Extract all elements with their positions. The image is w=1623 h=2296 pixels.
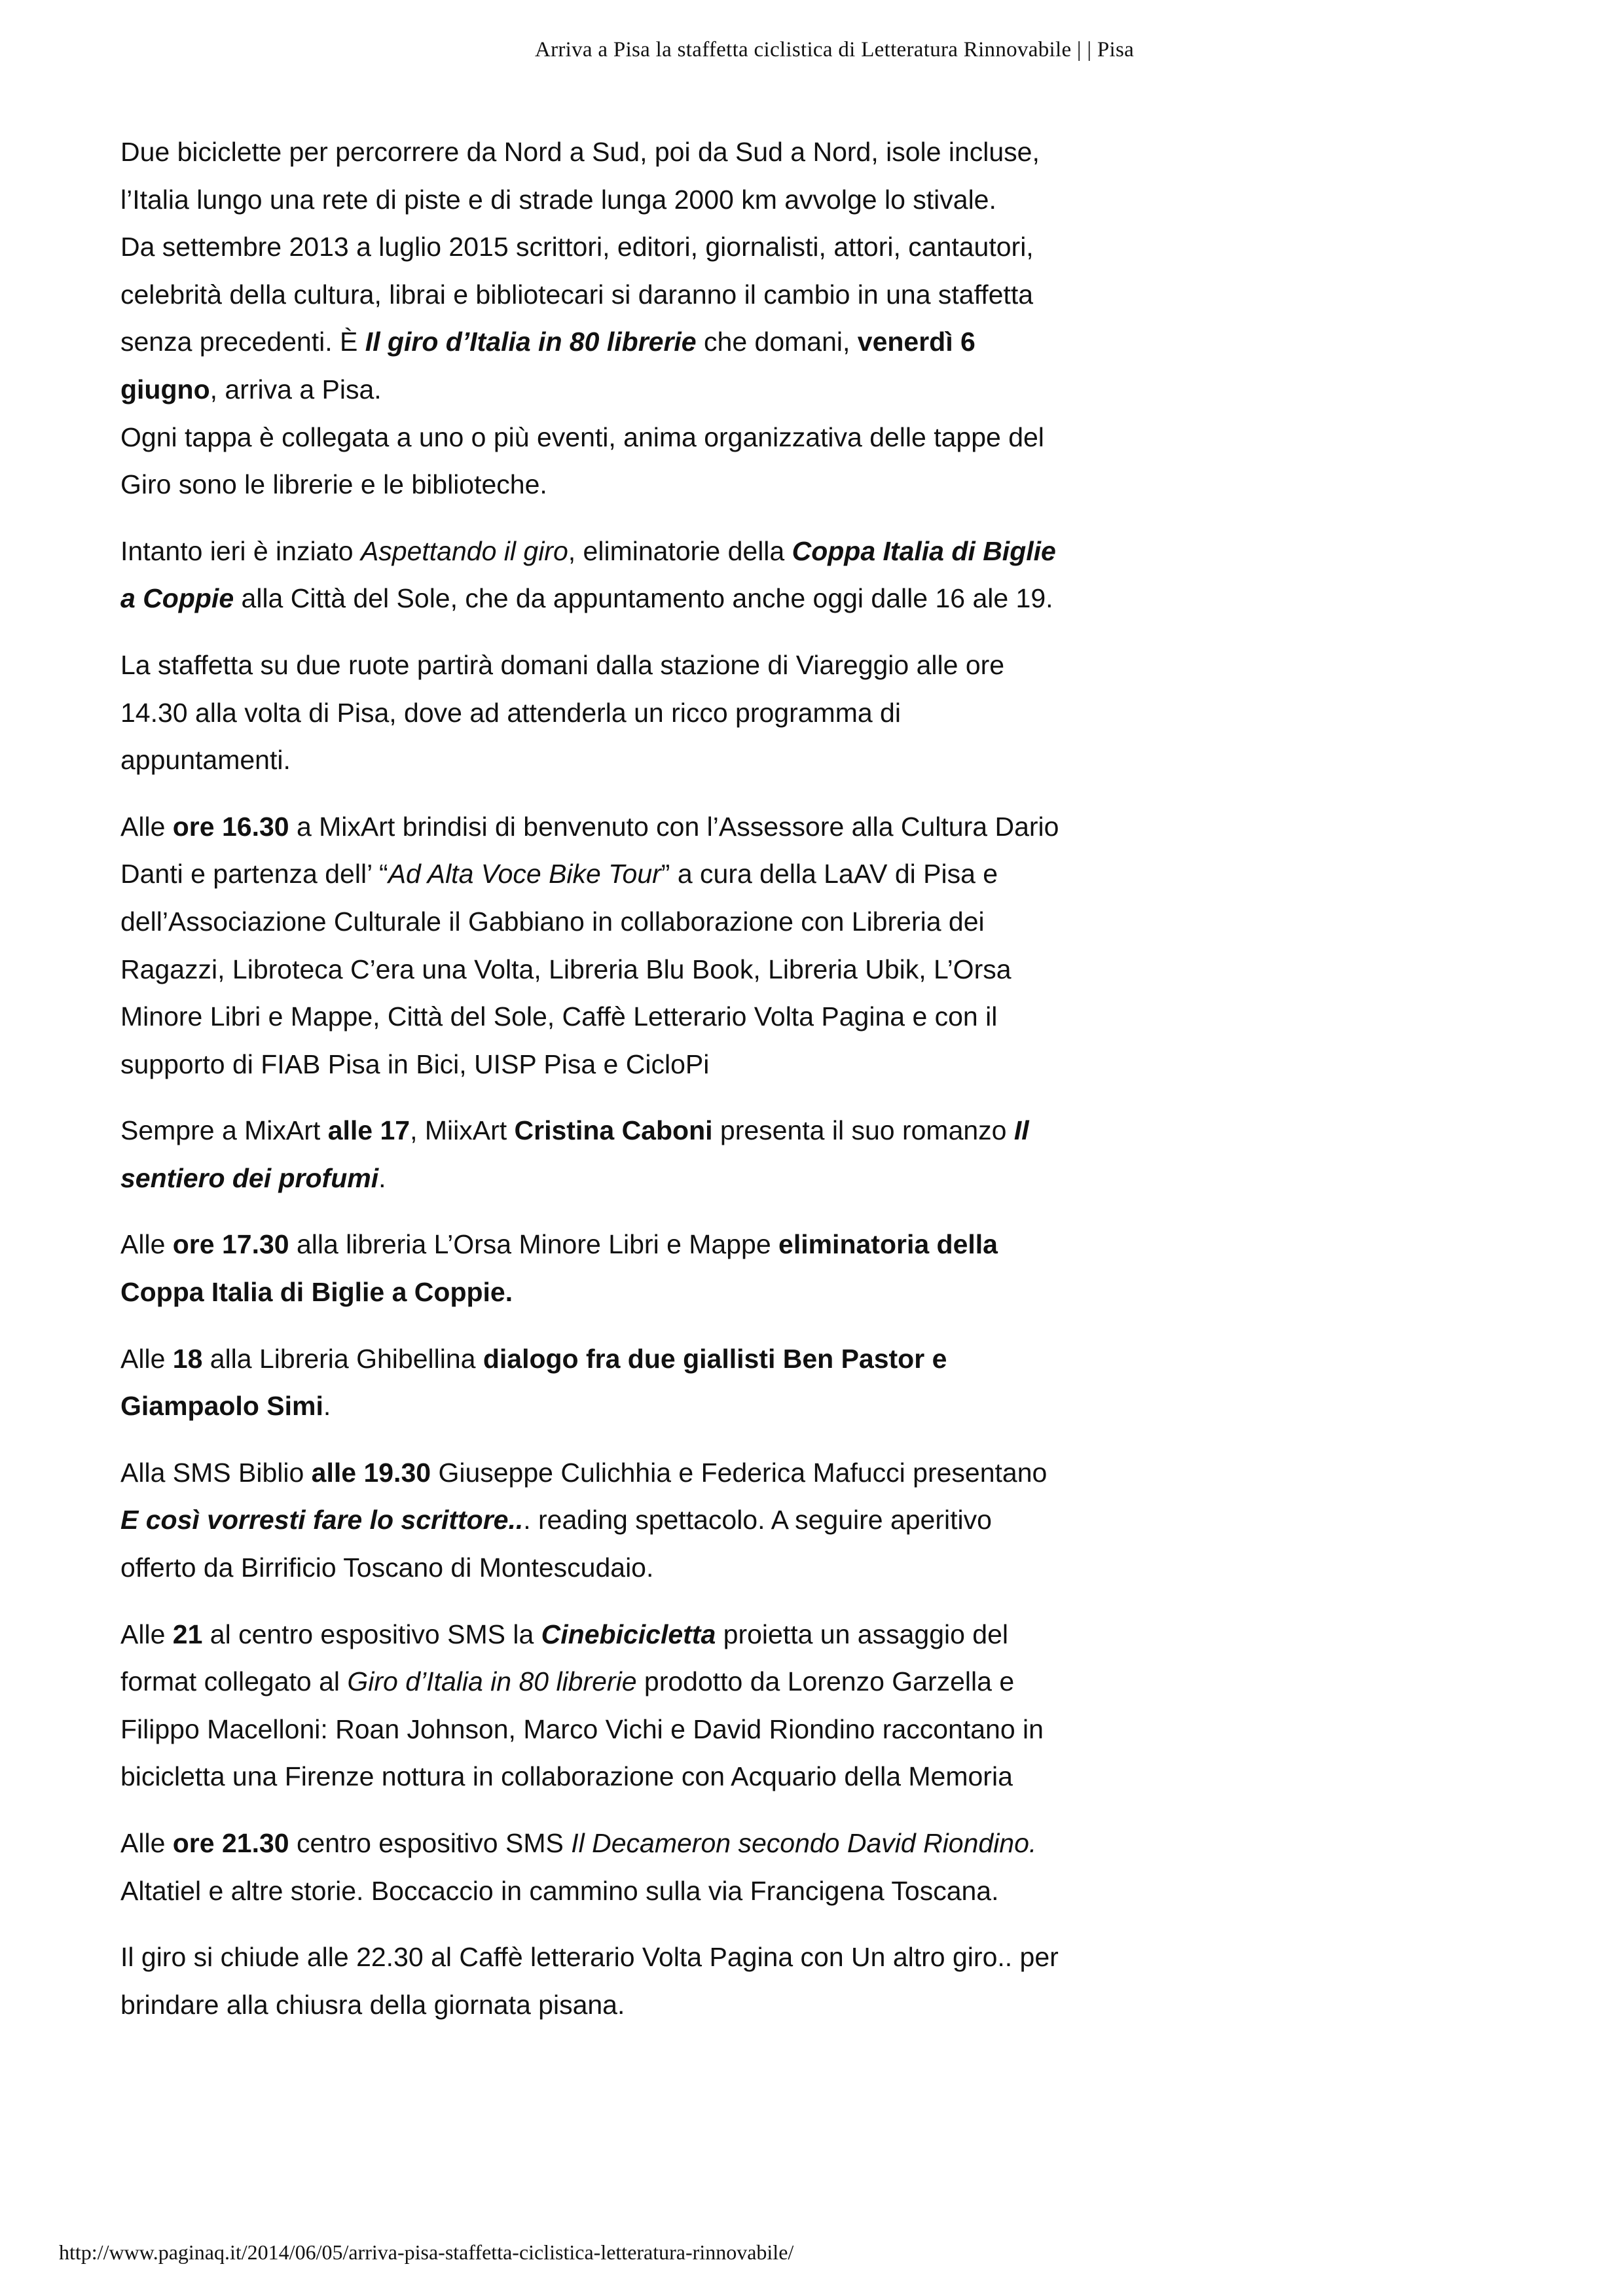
emphasis: eliminatoria della Coppa Italia di Biglie a Coppie. (120, 1229, 998, 1308)
article-body (120, 128, 1063, 2047)
text: La staffetta su due ruote partirà domani dalla stazione di Viareggio alle ore 14.30 alla volta di Pisa, dove ad attenderla un ricco programma di appuntamenti. (120, 649, 1005, 776)
paragraph-event-17 (120, 1107, 1063, 1202)
emphasis: ore 21.30 (172, 1828, 289, 1858)
paragraph-intro (120, 128, 1063, 509)
text: , arriva a Pisa. (210, 374, 382, 404)
print-header-title: Arriva a Pisa la staffetta ciclistica di Letteratura Rinnovabile | | Pisa (534, 38, 1135, 62)
text: . (378, 1162, 386, 1193)
emphasis: Cinebicicletta (541, 1619, 716, 1649)
text: Ogni tappa è collegata a uno o più eventi, anima organizzativa delle tappe del Giro sono le librerie e le biblioteche. (120, 422, 1044, 500)
text: . reading spettacolo. A seguire aperitivo offerto da Birrificio Toscano di Montescudaio. (120, 1505, 992, 1583)
paragraph-event-2130 (120, 1820, 1063, 1914)
text: Alle (120, 1343, 173, 1374)
text: , MiixArt (410, 1115, 515, 1146)
paragraph-event-21 (120, 1611, 1063, 1801)
paragraph-event-18 (120, 1335, 1063, 1430)
text: che domani, (696, 327, 858, 357)
text: . (323, 1391, 331, 1422)
text: Il giro si chiude alle 22.30 al Caffè letterario Volta Pagina con Un altro giro.. per brindare alla chiusra della giornata pisana. (120, 1942, 1059, 2020)
emphasis: Giro d’Italia in 80 librerie (347, 1666, 637, 1697)
text: alla libreria L’Orsa Minore Libri e Mappe (289, 1229, 779, 1260)
emphasis: dialogo fra due giallisti Ben Pastor e Giampaolo Simi (120, 1343, 947, 1422)
emphasis: ore 17.30 (172, 1229, 289, 1260)
emphasis: venerdì 6 giugno (120, 327, 976, 404)
emphasis: ore 16.30 (172, 811, 289, 842)
emphasis: Ad Alta Voce Bike Tour (388, 859, 661, 889)
emphasis: E così vorresti fare lo scrittore.. (120, 1505, 524, 1535)
text: Alle (120, 1828, 173, 1858)
text: Intanto ieri è inziato (120, 535, 361, 566)
text: Giuseppe Culichhia e Federica Mafucci presentano (431, 1457, 1048, 1488)
emphasis: alle 17 (327, 1115, 410, 1146)
text: Sempre a MixArt (120, 1115, 328, 1146)
paragraph-event-1630 (120, 803, 1063, 1088)
emphasis: alle 19.30 (311, 1457, 431, 1488)
emphasis: Coppa Italia di Biglie a Coppie (120, 535, 1056, 614)
text: , eliminatorie della (568, 535, 792, 566)
text: Alle (120, 811, 173, 842)
paragraph-event-1930 (120, 1449, 1063, 1592)
text: presenta il suo romanzo (712, 1115, 1014, 1146)
text: proietta un assaggio del format collegato al (120, 1619, 1009, 1697)
emphasis: Aspettando il giro (360, 535, 568, 566)
text: a MixArt brindisi di benvenuto con l’Assessore alla Cultura Dario Danti e partenza dell’ “ (120, 811, 1059, 889)
text: alla Città del Sole, che da appuntamento anche oggi dalle 16 ale 19. (234, 583, 1053, 614)
paragraph-closing (120, 1933, 1063, 2028)
emphasis: 18 (172, 1343, 203, 1374)
emphasis: Il giro d’Italia in 80 librerie (365, 327, 697, 357)
text: prodotto da Lorenzo Garzella e Filippo Macelloni: Roan Johnson, Marco Vichi e David Riondino raccontano in bicicletta una Firenze nottura in collaborazione con Acquario della Memoria (120, 1666, 1044, 1792)
text: Alle (120, 1619, 173, 1649)
paragraph-event-1730 (120, 1221, 1063, 1316)
paragraph-aspettando (120, 528, 1063, 622)
text: Da settembre 2013 a luglio 2015 scrittori, editori, giornalisti, attori, cantautori, celebrità della cultura, librai e bibliotecari si daranno il cambio in una staffetta senza precedenti. È (120, 232, 1034, 357)
text: alla Libreria Ghibellina (202, 1343, 483, 1374)
emphasis: Cristina Caboni (514, 1115, 713, 1146)
text: Alle (120, 1229, 173, 1260)
print-footer-url: http://www.paginaq.it/2014/06/05/arriva-pisa-staffetta-ciclistica-letteratura-rinnovabile/ (59, 2240, 794, 2264)
text: ” a cura della LaAV di Pisa e dell’Associazione Culturale il Gabbiano in collaborazione con Libreria dei Ragazzi, Libroteca C’era una Volta, Libreria Blu Book, Libreria Ubik, L’Orsa Minore Libri e Mappe, Città del Sole, Caffè Letterario Volta Pagina e con il supporto di FIAB Pisa in Bici, UISP Pisa e CicloPi (120, 859, 1012, 1079)
text: Due biciclette per percorrere da Nord a Sud, poi da Sud a Nord, isole incluse, l’Italia lungo una rete di piste e di strade lunga 2000 km avvolge lo stivale. (120, 137, 1040, 215)
text: centro espositivo SMS (289, 1828, 572, 1858)
emphasis: Il Decameron secondo David Riondino. (571, 1828, 1037, 1858)
text: Altatiel e altre storie. Boccaccio in cammino sulla via Francigena Toscana. (120, 1875, 999, 1906)
text: al centro espositivo SMS la (202, 1619, 541, 1649)
emphasis: Il sentiero dei profumi (120, 1115, 1029, 1193)
emphasis: 21 (172, 1619, 203, 1649)
paragraph-staffetta (120, 641, 1063, 784)
text: Alla SMS Biblio (120, 1457, 312, 1488)
